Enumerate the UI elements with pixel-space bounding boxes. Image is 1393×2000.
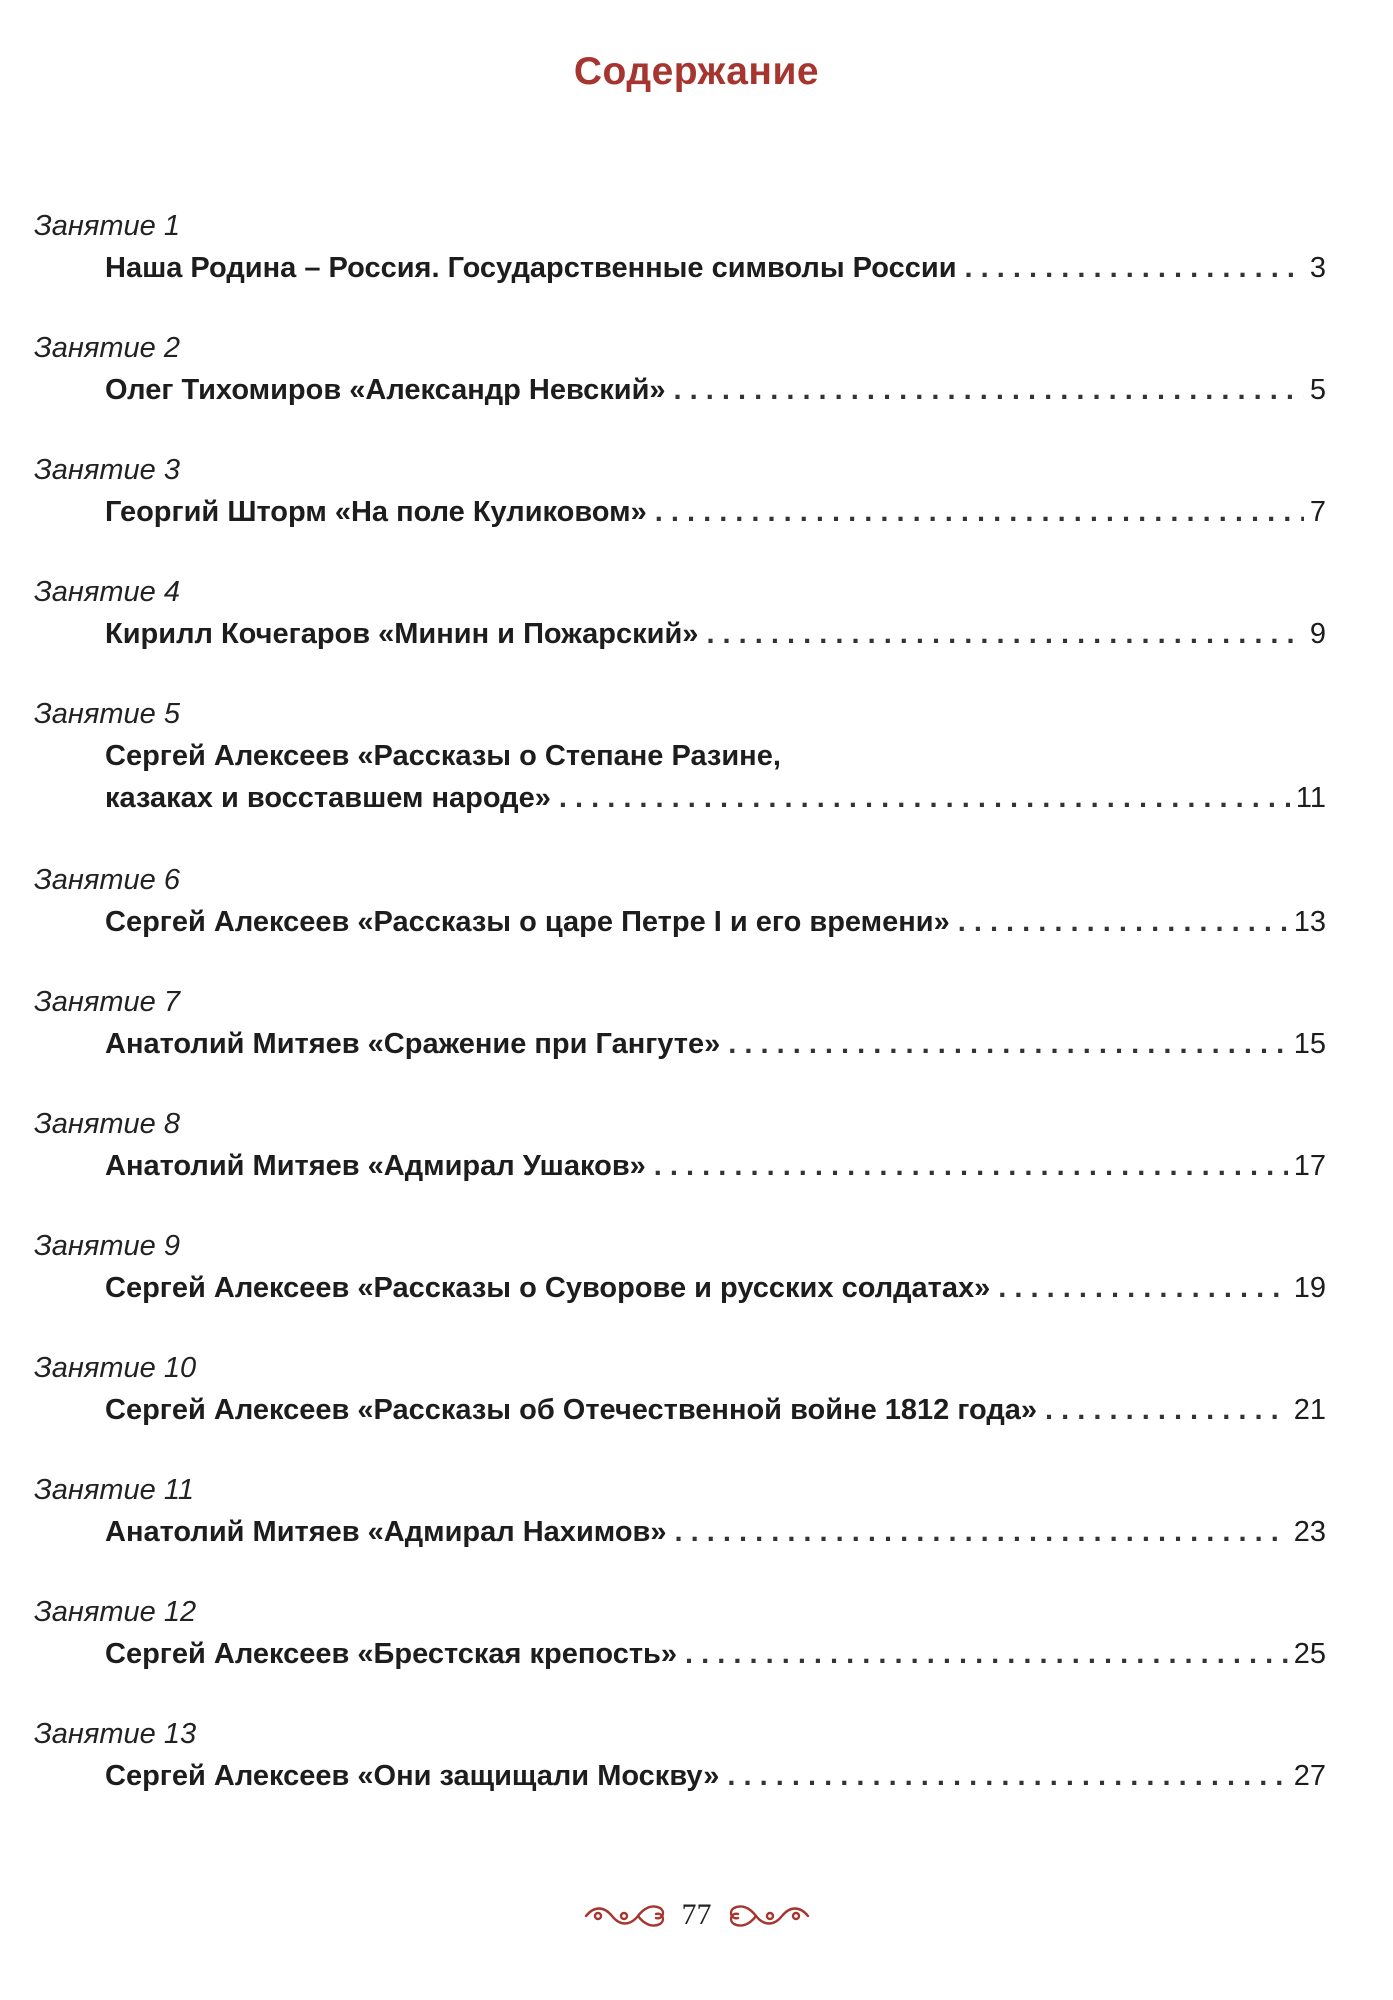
- toc-entry-9[interactable]: [34, 1225, 1326, 1347]
- toc-entry-8[interactable]: [34, 1103, 1326, 1225]
- entry-title: Сергей Алексеев «Они защищали Москву»: [105, 1760, 720, 1792]
- toc-entry-4[interactable]: [34, 571, 1326, 693]
- lesson-label: Занятие 1: [34, 210, 180, 242]
- entry-title: Сергей Алексеев «Рассказы о Суворове и русских солдатах»: [105, 1272, 991, 1304]
- table-of-contents: [34, 205, 1326, 1835]
- dot-leader: [655, 491, 1304, 533]
- toc-entry-3[interactable]: [34, 449, 1326, 571]
- page-number: 15: [1293, 1028, 1326, 1060]
- entry-title: Сергей Алексеев «Рассказы об Отечественной войне 1812 года»: [105, 1394, 1038, 1426]
- page-number: 13: [1293, 906, 1326, 938]
- lesson-label: Занятие 11: [34, 1474, 194, 1506]
- page-number: 23: [1293, 1516, 1326, 1548]
- entry-title: Кирилл Кочегаров «Минин и Пожарский»: [105, 618, 699, 650]
- entry-title: Георгий Шторм «На поле Куликовом»: [105, 496, 647, 528]
- entry-title: Анатолий Митяев «Сражение при Гангуте»: [105, 1028, 721, 1060]
- entry-title: Сергей Алексеев «Брестская крепость»: [105, 1638, 678, 1670]
- toc-entry-1[interactable]: [34, 205, 1326, 327]
- lesson-label: Занятие 8: [34, 1108, 180, 1140]
- entry-title-line2: казаках и восставшем народе»: [105, 782, 551, 814]
- toc-entry-2[interactable]: [34, 327, 1326, 449]
- dot-leader: [674, 369, 1304, 411]
- dot-leader: [728, 1023, 1287, 1065]
- page-number: 3: [1309, 252, 1326, 284]
- toc-entry-6[interactable]: [34, 859, 1326, 981]
- dot-leader: [1045, 1389, 1288, 1431]
- lesson-label: Занятие 9: [34, 1230, 180, 1262]
- dot-leader: [675, 1511, 1288, 1553]
- lesson-label: Занятие 5: [34, 698, 180, 730]
- toc-entry-5[interactable]: [34, 693, 1326, 859]
- lesson-label: Занятие 13: [34, 1718, 197, 1750]
- dot-leader: [727, 1755, 1287, 1797]
- entry-title: Олег Тихомиров «Александр Невский»: [105, 374, 666, 406]
- footer-page-number: 77: [681, 1898, 712, 1931]
- page-number: 9: [1309, 618, 1326, 650]
- lesson-label: Занятие 2: [34, 332, 180, 364]
- entry-title-line1: Сергей Алексеев «Рассказы о Степане Разине,: [105, 740, 781, 772]
- dot-leader: [998, 1267, 1287, 1309]
- toc-entry-13[interactable]: [34, 1713, 1326, 1835]
- page-title: Содержание: [573, 50, 820, 93]
- dot-leader: [958, 901, 1288, 943]
- lesson-label: Занятие 4: [34, 576, 180, 608]
- lesson-label: Занятие 7: [34, 986, 180, 1018]
- toc-entry-12[interactable]: [34, 1591, 1326, 1713]
- dot-leader: [654, 1145, 1288, 1187]
- ornament-left-icon: [582, 1898, 668, 1932]
- lesson-label: Занятие 6: [34, 864, 180, 896]
- page-footer: [0, 1898, 1393, 1932]
- entry-title: Наша Родина – Россия. Государственные символы России: [105, 252, 957, 284]
- dot-leader: [706, 613, 1303, 655]
- lesson-label: Занятие 3: [34, 454, 180, 486]
- page-number: 11: [1295, 782, 1326, 814]
- page-number: 5: [1309, 374, 1326, 406]
- ornament-right-icon: [726, 1898, 812, 1932]
- lesson-label: Занятие 10: [34, 1352, 197, 1384]
- entry-title: Анатолий Митяев «Адмирал Ушаков»: [105, 1150, 646, 1182]
- dot-leader: [685, 1633, 1288, 1675]
- toc-entry-11[interactable]: [34, 1469, 1326, 1591]
- entry-title: Сергей Алексеев «Рассказы о царе Петре I и его времени»: [105, 906, 950, 938]
- page-number: 19: [1293, 1272, 1326, 1304]
- page-number: 17: [1293, 1150, 1326, 1182]
- entry-title: Анатолий Митяев «Адмирал Нахимов»: [105, 1516, 667, 1548]
- dot-leader: [559, 777, 1290, 819]
- page-number: 21: [1293, 1394, 1326, 1426]
- dot-leader: [965, 247, 1304, 289]
- toc-entry-7[interactable]: [34, 981, 1326, 1103]
- toc-entry-10[interactable]: [34, 1347, 1326, 1469]
- page-number: 27: [1293, 1760, 1326, 1792]
- lesson-label: Занятие 12: [34, 1596, 197, 1628]
- page-number: 7: [1309, 496, 1326, 528]
- page-number: 25: [1293, 1638, 1326, 1670]
